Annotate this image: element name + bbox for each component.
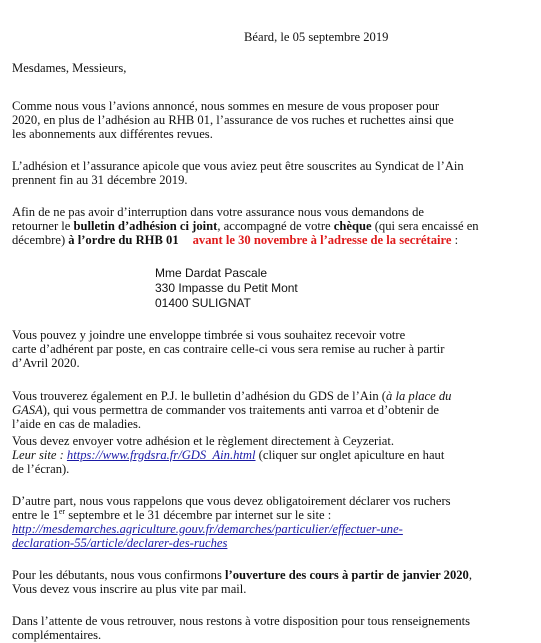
p7-bold-courses: l’ouverture des cours à partir de janvier 2020 <box>225 568 469 582</box>
address-city: 01400 SULIGNAT <box>155 296 251 310</box>
p3-bold-order: à l’ordre du RHB 01 <box>68 233 179 247</box>
p3-red-deadline: avant le 30 novembre à l’adresse de la secrétaire <box>192 233 452 247</box>
declaration-link-part-1[interactable]: http://mesdemarches.agriculture.gouv.fr/demarches/particulier/effectuer-une- <box>12 522 403 536</box>
paragraph-5-line-2 <box>12 403 439 418</box>
letter-date: Béard, le 05 septembre 2019 <box>244 30 389 44</box>
address-name: Mme Dardat Pascale <box>155 266 268 280</box>
paragraph-8-line-2: complémentaires. <box>12 628 102 642</box>
paragraph-2-line-2: prennent fin au 31 décembre 2019. <box>12 173 188 187</box>
p3-bold-bulletin: bulletin d’adhésion ci joint <box>73 219 218 233</box>
paragraph-3-line-3 <box>12 233 458 248</box>
p3-text: , accompagné de votre <box>217 219 334 233</box>
paragraph-2-line-1: L’adhésion et l’assurance apicole que vous aviez peut être souscrites au Syndicat de l’Ain <box>12 159 464 173</box>
paragraph-4-line-1: Vous pouvez y joindre une enveloppe timbrée si vous souhaitez recevoir votre <box>12 328 406 342</box>
paragraph-5-line-4: Vous devez envoyer votre adhésion et le règlement directement à Ceyzeriat. <box>12 434 394 448</box>
paragraph-5-line-3: l’aide en cas de maladies. <box>12 417 142 431</box>
paragraph-7-line-1 <box>12 568 472 583</box>
salutation: Mesdames, Messieurs, <box>12 61 127 75</box>
paragraph-6-link-line-1 <box>12 522 403 537</box>
p7-text: Pour les débutants, nous vous confirmons <box>12 568 226 582</box>
p5-site-label: Leur site : <box>12 448 67 462</box>
paragraph-1-line-2: 2020, en plus de l’adhésion au RHB 01, l’assurance de vos ruches et ruchettes ainsi que <box>12 113 454 127</box>
paragraph-4-line-2: carte d’adhérent par poste, en cas contraire celle-ci vous sera remise au rucher à partir <box>12 342 445 356</box>
paragraph-5-line-1 <box>12 389 451 404</box>
p3-text: (qui sera encaissé en <box>371 219 479 233</box>
p5-text: (cliquer sur onglet apiculture en haut <box>255 448 445 462</box>
p5-italic: à la place du <box>386 389 452 403</box>
paragraph-4-line-3: d’Avril 2020. <box>12 356 80 370</box>
p6-text: entre le 1 <box>12 508 59 522</box>
paragraph-3-line-2 <box>12 219 479 234</box>
paragraph-1-line-1: Comme nous vous l’avions annoncé, nous sommes en mesure de vous proposer pour <box>12 99 440 113</box>
p3-text: retourner le <box>12 219 74 233</box>
paragraph-6-line-1: D’autre part, nous vous rappelons que vous devez obligatoirement déclarer vos ruchers <box>12 494 451 508</box>
paragraph-6-link-line-2 <box>12 536 227 551</box>
paragraph-6-line-2 <box>12 508 331 523</box>
p3-bold-cheque: chèque <box>333 219 372 233</box>
paragraph-8-line-1: Dans l’attente de vous retrouver, nous restons à votre disposition pour tous renseignements <box>12 614 471 628</box>
address-street: 330 Impasse du Petit Mont <box>155 281 298 295</box>
paragraph-5-line-6: de l’écran). <box>12 462 70 476</box>
paragraph-3-line-1: Afin de ne pas avoir d’interruption dans votre assurance nous vous demandons de <box>12 205 424 219</box>
p3-text: décembre) <box>12 233 69 247</box>
paragraph-1-line-3: les abonnements aux différentes revues. <box>12 127 213 141</box>
p5-text: ), qui vous permettra de commander vos traitements anti varroa et d’obtenir de <box>42 403 439 417</box>
p5-italic-gasa: GASA <box>12 403 43 417</box>
declaration-link-part-2[interactable]: declaration-55/article/declarer-des-ruches <box>12 536 228 550</box>
p7-text: , <box>468 568 472 582</box>
gds-site-link[interactable]: https://www.frgdsra.fr/GDS_Ain.html <box>66 448 256 462</box>
paragraph-5-line-5 <box>12 448 444 463</box>
p5-text: Vous trouverez également en P.J. le bulletin d’adhésion du GDS de l’Ain ( <box>12 389 387 403</box>
paragraph-7-line-2: Vous devez vous inscrire au plus vite par mail. <box>12 582 247 596</box>
p6-superscript: er <box>58 506 66 516</box>
p3-text: : <box>451 233 459 247</box>
p6-text: septembre et le 31 décembre par internet sur le site : <box>65 508 332 522</box>
